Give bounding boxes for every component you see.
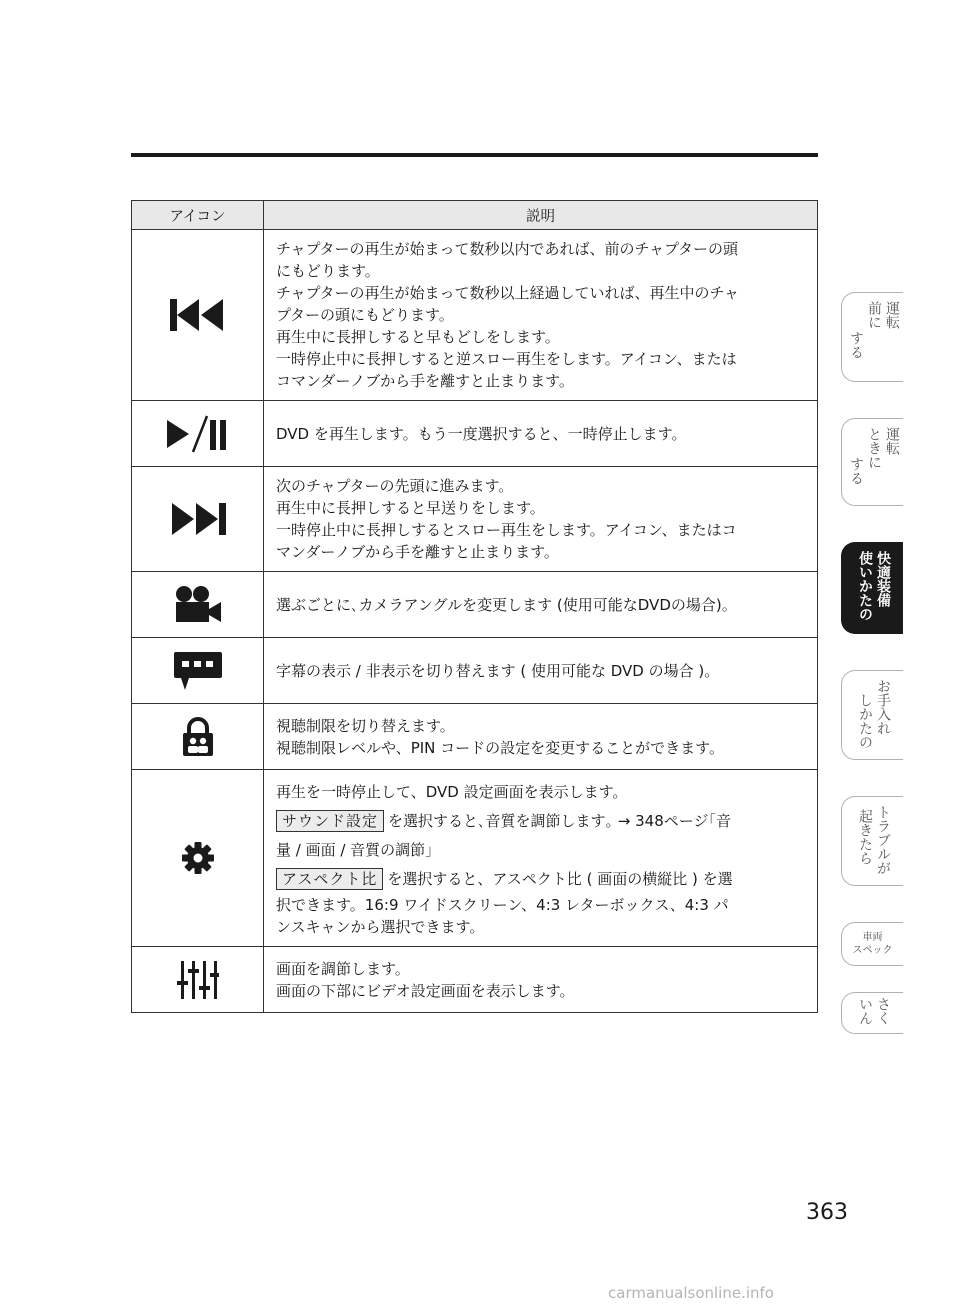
icon-cell xyxy=(132,401,264,467)
desc-line: にもどります。 xyxy=(276,262,380,280)
icon-description-table xyxy=(131,200,818,1013)
side-tab-maintenance[interactable] xyxy=(841,670,903,760)
description-cell xyxy=(264,947,818,1013)
desc-line-rest: を選択すると、アスペクト比 ( 画面の横縦比 ) を選 xyxy=(387,870,733,888)
desc-line-rest: を選択すると､音質を調節します｡ → 348ページ｢音 xyxy=(388,812,731,830)
tab-label: 前に xyxy=(866,301,882,329)
icon-cell xyxy=(132,638,264,704)
camera-angle-icon xyxy=(173,585,223,625)
table-row xyxy=(132,704,818,770)
table-row xyxy=(132,947,818,1013)
icon-cell xyxy=(132,947,264,1013)
desc-line: 一時停止中に長押しすると逆スロー再生をします。アイコン、または xyxy=(276,350,737,368)
tab-label: 運転 xyxy=(884,301,900,329)
desc-line: 一時停止中に長押しするとスロー再生をします。アイコン、またはコ xyxy=(276,521,737,539)
watermark: carmanualsonline.info xyxy=(608,1284,774,1302)
description-cell xyxy=(264,770,818,947)
settings-gear-icon xyxy=(181,841,215,875)
tab-label: する xyxy=(848,331,864,359)
skip-forward-icon xyxy=(170,503,226,535)
tab-label: 使いかたの xyxy=(857,551,873,621)
desc-line xyxy=(276,865,805,894)
icon-cell xyxy=(132,230,264,401)
desc-line xyxy=(276,807,805,836)
subtitle-icon xyxy=(173,651,223,691)
table-row xyxy=(132,230,818,401)
desc-line: チャプターの再生が始まって数秒以上経過していれば、再生中のチャ xyxy=(276,284,740,302)
tab-label: スペック xyxy=(852,945,893,956)
tab-label: 車両 xyxy=(862,932,883,943)
desc-line: 再生中に長押しすると早送りをします。 xyxy=(276,499,545,517)
side-tab-index[interactable] xyxy=(841,992,903,1034)
desc-line: 画面の下部にビデオ設定画面を表示します。 xyxy=(276,981,575,1000)
icon-cell xyxy=(132,704,264,770)
top-rule xyxy=(131,153,818,157)
side-tab-comfort-features[interactable] xyxy=(841,542,903,634)
description-cell xyxy=(264,230,818,401)
desc-line: 次のチャプターの先頭に進みます。 xyxy=(276,477,514,495)
side-tab-when-driving[interactable] xyxy=(841,418,903,506)
table-row xyxy=(132,770,818,947)
icon-cell xyxy=(132,572,264,638)
table-row xyxy=(132,401,818,467)
description-cell xyxy=(264,572,818,638)
side-tab-before-driving[interactable] xyxy=(841,292,903,382)
icon-cell xyxy=(132,467,264,572)
picture-adjust-sliders-icon xyxy=(177,959,219,1001)
tab-label: お手入れ xyxy=(875,679,891,735)
desc-line: 再生を一時停止して、DVD 設定画面を表示します。 xyxy=(276,783,628,801)
tab-label: さく xyxy=(875,997,891,1025)
desc-line: 視聴制限レベルや、PIN コードの設定を変更することができます。 xyxy=(276,738,724,757)
desc-line: 択できます。16:9 ワイドスクリーン、4:3 レターボックス、4:3 パ xyxy=(276,896,729,914)
desc-line: 再生中に長押しすると早もどしをします。 xyxy=(276,328,560,346)
desc-line: マンダーノブから手を離すと止まります。 xyxy=(276,543,559,561)
tab-label: 快適装備 xyxy=(875,551,891,607)
skip-back-icon xyxy=(170,299,226,331)
tab-label: トラブルが xyxy=(875,805,891,875)
tab-label: ときに xyxy=(866,427,882,469)
tab-label: 運転 xyxy=(884,427,900,455)
table-row xyxy=(132,638,818,704)
desc-line: 選ぶごとに､カメラアングルを変更します (使用可能なDVDの場合)｡ xyxy=(276,595,730,614)
page-number: 363 xyxy=(806,1200,848,1225)
desc-line: DVD を再生します。もう一度選択すると、一時停止します。 xyxy=(276,424,687,443)
sound-settings-button-label: サウンド設定 xyxy=(276,810,384,832)
tab-label: する xyxy=(848,457,864,485)
side-tab-troubleshooting[interactable] xyxy=(841,796,903,886)
header-description: 説明 xyxy=(264,201,818,230)
icon-cell xyxy=(132,770,264,947)
description-cell xyxy=(264,401,818,467)
description-cell xyxy=(264,638,818,704)
desc-line: 画面を調節します。 xyxy=(276,959,410,978)
desc-line: 字幕の表示 / 非表示を切り替えます ( 使用可能な DVD の場合 )。 xyxy=(276,661,720,680)
parental-lock-icon xyxy=(180,717,216,757)
tab-label: いん xyxy=(857,997,873,1025)
desc-line: 量 / 画面 / 音質の調節｣ xyxy=(276,841,433,859)
tab-label: 起きたら xyxy=(857,809,873,865)
table-header-row xyxy=(132,201,818,230)
aspect-ratio-button-label: アスペクト比 xyxy=(276,868,383,890)
tab-label: しかたの xyxy=(857,693,873,749)
description-cell xyxy=(264,467,818,572)
table-row xyxy=(132,467,818,572)
side-tab-specifications[interactable] xyxy=(841,922,903,966)
desc-line: 視聴制限を切り替えます。 xyxy=(276,716,455,735)
table-row xyxy=(132,572,818,638)
desc-line: チャプターの再生が始まって数秒以内であれば、前のチャプターの頭 xyxy=(276,240,739,258)
header-icon: アイコン xyxy=(132,201,264,230)
play-pause-icon xyxy=(167,414,229,454)
desc-line: プターの頭にもどります。 xyxy=(276,306,454,324)
description-cell xyxy=(264,704,818,770)
desc-line: コマンダーノブから手を離すと止まります。 xyxy=(276,372,574,390)
desc-line: ンスキャンから選択できます。 xyxy=(276,918,485,936)
